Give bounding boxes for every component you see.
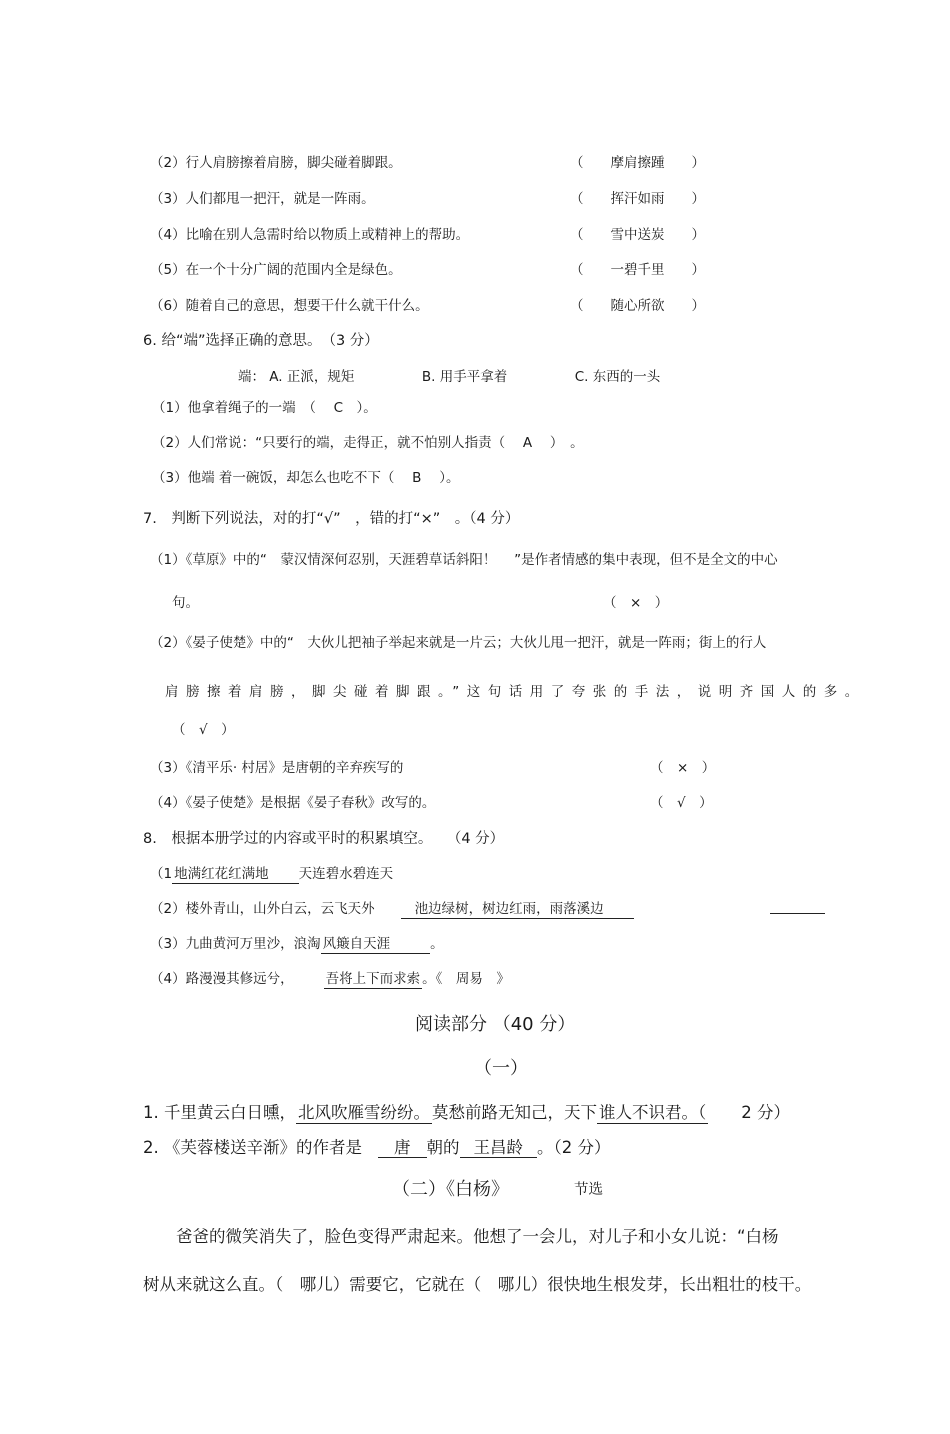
idiom-q2-answer: （ 摩肩擦踵 ）: [570, 155, 705, 171]
reading-q2-pre: 2. 《芙蓉楼送辛渐》的作者是: [143, 1138, 362, 1157]
q7-item3-mark: （ × ）: [650, 760, 716, 776]
q6-item-2: （2）人们常说：“只要行的端，走得正，就不怕别人指责（ A ） 。: [152, 435, 584, 451]
q8-line4-pre: （4）路漫漫其修远兮，: [150, 971, 294, 987]
reading-sub2-note: 节选: [574, 1182, 603, 1198]
q8-line4-answer: 吾将上下而求索: [325, 971, 421, 987]
q7-item2-line2: 肩膀擦着肩膀，脚尖碰着脚跟。”这句话用了夸张的手法，说明齐国人的多。: [165, 684, 866, 700]
q7-item4-mark: （ √ ）: [650, 795, 713, 811]
reading-q2: [143, 1134, 611, 1158]
q7-item1-line2: 句。: [172, 595, 199, 611]
q7-title: 7. 判断下列说法，对的打“√” ，错的打“×” 。（4 分）: [143, 511, 520, 527]
idiom-q6-answer: （ 随心所欲 ）: [570, 298, 705, 314]
reading-q1-pre: 1. 千里黄云白日曛，: [143, 1103, 296, 1122]
q8-line2-pre: （2）楼外青山，山外白云，云飞天外: [150, 901, 375, 917]
idiom-q4-answer: （ 雪中送炭 ）: [570, 227, 705, 243]
passage-line-2: 树从来就这么直。（ 哪儿）需要它，它就在（ 哪儿）很快地生根发芽，长出粗壮的枝干。: [143, 1275, 812, 1294]
q6-options: 端： A. 正派，规矩 B. 用手平拿着 C. 东西的一头: [238, 369, 661, 385]
reading-q1: [143, 1099, 790, 1123]
q8-line3-answer: 风簸自天涯: [321, 936, 431, 954]
reading-q2-answer2: 王昌龄: [460, 1138, 538, 1158]
q8-line1-pre: （1: [150, 866, 173, 882]
q8-line2: [150, 897, 634, 917]
reading-q1-answer: 北风吹雁雪纷纷。: [298, 1103, 430, 1122]
idiom-q3-text: （3）人们都甩一把汗，就是一阵雨。: [150, 191, 375, 207]
q8-line1-post: 天连碧水碧连天: [298, 866, 394, 882]
q8-line3-pre: （3）九曲黄河万里沙，浪淘: [150, 936, 321, 952]
reading-sub1: （一）: [474, 1058, 528, 1079]
q7-item1-line1: （1）《草原》中的“ 蒙汉情深何忍别，天涯碧草话斜阳！ ”是作者情感的集中表现，但不是全文的中心: [150, 552, 778, 568]
reading-q2-mid: 朝的: [426, 1138, 460, 1157]
q8-line2-blank: [770, 913, 825, 914]
q6-item-3: （3）他端 着一碗饭，却怎么也吃不下（ B ）。: [152, 470, 460, 486]
q8-line1-answer: 地满红花红满地: [172, 866, 299, 884]
idiom-q4-text: （4）比喻在别人急需时给以物质上或精神上的帮助。: [150, 227, 470, 243]
q6-title: 6. 给“端”选择正确的意思。 （3 分）: [143, 333, 379, 349]
reading-q1-mid: 莫愁前路无知己，天下: [432, 1103, 597, 1122]
idiom-q3-answer: （ 挥汗如雨 ）: [570, 191, 705, 207]
passage-line-1: 爸爸的微笑消失了，脸色变得严肃起来。他想了一会儿，对儿子和小女儿说：“白杨: [176, 1227, 779, 1246]
reading-q2-answer1: 唐: [378, 1138, 427, 1158]
q8-line4: [150, 967, 510, 987]
q7-item2-line1: （2）《晏子使楚》中的“ 大伙儿把袖子举起来就是一片云；大伙儿甩一把汗，就是一阵雨；街上的行人: [150, 635, 767, 651]
q8-line2-answer: 池边绿树，树边红雨，雨落溪边: [401, 901, 634, 919]
q6-item-1: （1）他拿着绳子的一端 （ C ）。: [152, 400, 377, 416]
q8-line4-post: 。《 周易 》: [422, 971, 510, 987]
q8-title: 8. 根据本册学过的内容或平时的积累填空。 （4 分）: [143, 831, 505, 847]
q7-item1-mark: （ × ）: [603, 595, 669, 611]
reading-q1-answer2: 谁人不识君。（: [599, 1103, 707, 1122]
idiom-q5-text: （5）在一个十分广阔的范围内全是绿色。: [150, 262, 402, 278]
idiom-q5-answer: （ 一碧千里 ）: [570, 262, 705, 278]
reading-sub2-title: （二）《白杨》: [392, 1179, 509, 1200]
q8-line1: [150, 862, 393, 882]
q7-item2-mark: （ √ ）: [172, 722, 235, 738]
idiom-q6-text: （6）随着自己的意思，想要干什么就干什么。: [150, 298, 429, 314]
q7-item3: （3）《清平乐· 村居》是唐朝的辛弃疾写的: [150, 760, 404, 776]
idiom-q2-text: （2）行人肩膀擦着肩膀，脚尖碰着脚跟。: [150, 155, 402, 171]
q8-line3-post: 。: [430, 936, 444, 952]
q8-line3: [150, 932, 444, 952]
reading-q2-post: 。（2 分）: [537, 1138, 611, 1157]
reading-q1-post: 2 分）: [708, 1103, 790, 1122]
q7-item4: （4）《晏子使楚》是根据《晏子春秋》改写的。: [150, 795, 436, 811]
reading-title: 阅读部分 （40 分）: [415, 1014, 576, 1035]
